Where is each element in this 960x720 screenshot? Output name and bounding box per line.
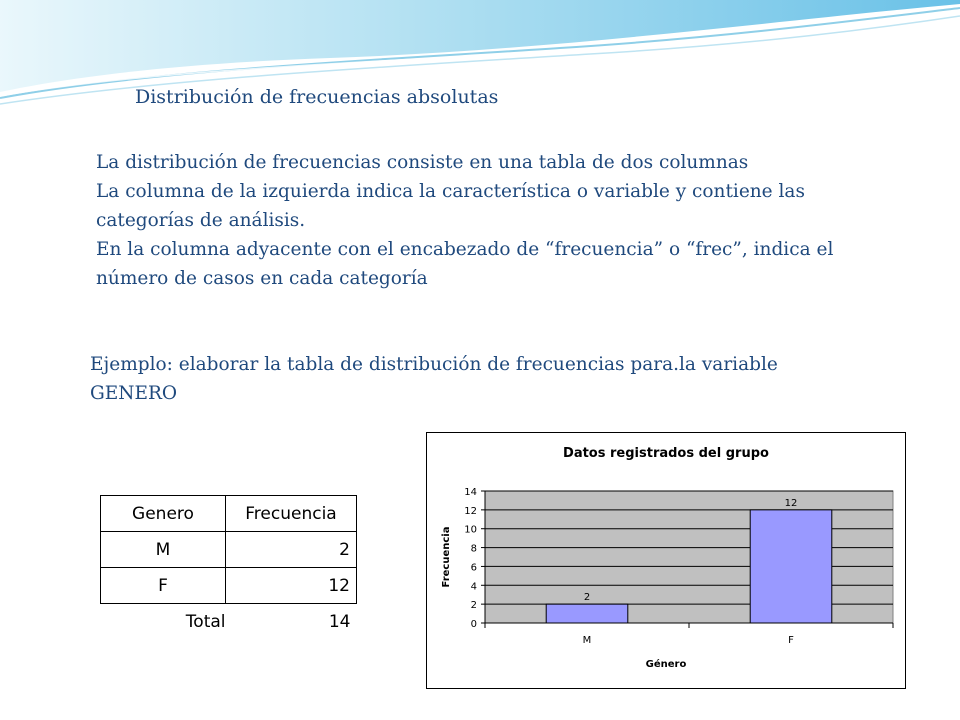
header-frecuencia: Frecuencia: [226, 496, 357, 532]
slide-title: Distribución de frecuencias absolutas: [135, 86, 499, 108]
y-tick-label: 14: [464, 487, 477, 498]
row-category: M: [101, 532, 226, 568]
bar: [546, 604, 628, 623]
bar-chart: [426, 432, 906, 689]
x-tick-label: M: [582, 635, 592, 646]
row-value: 2: [226, 532, 357, 568]
x-axis-label: Género: [645, 659, 687, 670]
y-tick-label: 12: [464, 505, 477, 517]
y-tick-label: 6: [470, 562, 477, 574]
data-label: 2: [583, 592, 591, 604]
paragraph-3: En la columna adyacente con el encabezado de “frecuencia” o “frec”, indica el número de casos en cada categoría: [96, 239, 834, 289]
row-category: F: [101, 568, 226, 604]
y-tick-label: 0: [470, 619, 477, 630]
total-value: 14: [328, 611, 351, 632]
data-label: 12: [784, 497, 798, 509]
paragraph-1: La distribución de frecuencias consiste en una tabla de dos columnas: [96, 152, 749, 173]
row-value: 12: [226, 568, 357, 604]
y-tick-label: 4: [470, 581, 477, 593]
bar: [750, 510, 832, 623]
x-tick-label: F: [788, 635, 794, 646]
example-text: Ejemplo: elaborar la tabla de distribución de frecuencias para.la variable GENERO: [90, 354, 778, 404]
header-genero: Genero: [101, 496, 226, 532]
y-axis-label: Frecuencia: [441, 526, 452, 588]
table-header-row: [101, 496, 357, 532]
frequency-table: [100, 495, 357, 639]
table-row: [101, 568, 357, 604]
table-row: [101, 532, 357, 568]
paragraph-2: La columna de la izquierda indica la característica o variable y contiene las categorías de análisis.: [96, 181, 805, 231]
body-text: [96, 148, 896, 293]
y-tick-label: 2: [470, 600, 477, 612]
total-label: Total: [185, 611, 226, 632]
chart-title: Datos registrados del grupo: [563, 446, 769, 461]
y-tick-label: 10: [464, 524, 477, 536]
y-tick-label: 8: [470, 543, 477, 555]
chart-svg: [427, 433, 905, 688]
table-total-row: [101, 604, 357, 640]
